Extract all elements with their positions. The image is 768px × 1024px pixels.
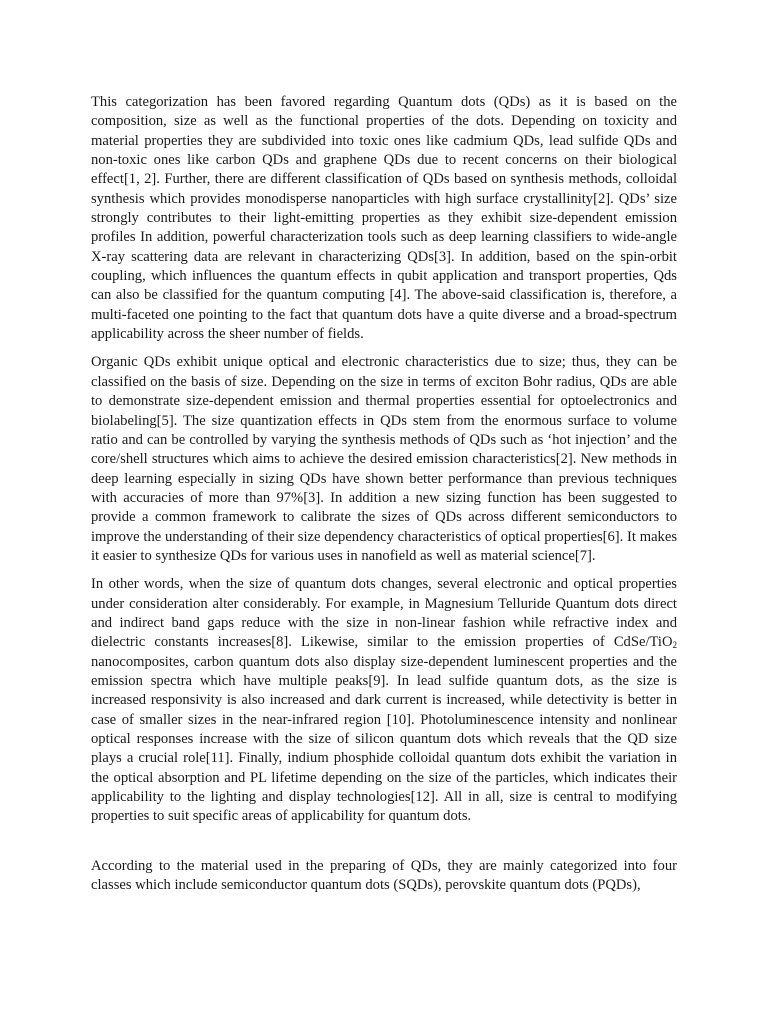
paragraph-classification-overview: This categorization has been favored regarding Quantum dots (QDs) as it is based on the composition, size as well as the functional properties of the dots. Depending on toxicity and material properties they are subdivided into toxic ones like cadmium QDs, lead sulfide QDs and non-toxic ones like carbon QDs and graphene QDs due to recent concerns on their biological effect[1, 2]. Further, there are different classification of QDs based on synthesis methods, colloidal synthesis which provides monodisperse nanoparticles with high surface crystallinity[2]. QDs’ size strongly contributes to their light-emitting properties as they exhibit size-dependent emission profiles In addition, powerful characterization tools such as deep learning classifiers to wide-angle X-ray scattering data are relevant in characterizing QDs[3]. In addition, based on the spin-orbit coupling, which influences the quantum effects in qubit application and transport properties, Qds can also be classified for the quantum computing [4]. The above-said classification is, therefore, a multi-faceted one pointing to the fact that quantum dots have a quite diverse and a broad-spectrum applicability across the sheer number of fields. — [91, 94, 677, 343]
paragraph-size-classification: Organic QDs exhibit unique optical and electronic characteristics due to size; thus, they can be classified on the basis of size. Depending on the size in terms of exciton Bohr radius, QDs are able to demonstrate size-dependent emission and thermal properties essential for optoelectronics and biolabeling[5]. The size quantization effects in QDs stem from the enormous surface to volume ratio and can be controlled by varying the synthesis methods of QDs such as ‘hot injection’ and the core/shell structures which aims to achieve the desired emission characteristics[2]. New methods in deep learning especially in sizing QDs have shown better performance than previous techniques with accuracies of more than 97%[3]. In addition a new sizing function has been suggested to provide a common framework to calibrate the sizes of QDs across different semiconductors to improve the understanding of their size dependency characteristics of optical properties[6]. It makes it easier to synthesize QDs for various uses in nanofield as well as material science[7]. — [91, 354, 677, 564]
paragraph-size-effects-part2: nanocomposites, carbon quantum dots also display size-dependent luminescent properties and the emission spectra which have multiple peaks[9]. In lead sulfide quantum dots, as the size is increased responsivity is also increased and dark current is increased, while detectivity is better in case of smaller sizes in the near-infrared region [10]. Photoluminescence intensity and nonlinear optical responses increase with the size of silicon quantum dots which reveals that the QD size plays a crucial role[11]. Finally, indium phosphide colloidal quantum dots exhibit the variation in the optical absorption and PL lifetime depending on the size of the particles, which indicates their applicability to the lighting and display technologies[12]. All in all, size is central to modifying properties to suit specific areas of applicability for quantum dots. — [91, 653, 677, 825]
paragraph-material-classification: According to the material used in the preparing of QDs, they are mainly categorized into four classes which include semiconductor quantum dots (SQDs), perovskite quantum dots (PQDs), — [91, 857, 677, 894]
subscript-two: 2 — [672, 640, 677, 651]
document-page — [91, 93, 677, 904]
paragraph-size-effects — [91, 575, 677, 826]
paragraph-size-effects-part1: In other words, when the size of quantum dots changes, several electronic and optical properties under consideration alter considerably. For example, in Magnesium Telluride Quantum dots direct and indirect band gaps reduce with the size in non-linear fashion while refractive index and dielectric constants increases[8]. Likewise, similar to the emission properties of CdSe/TiO — [91, 576, 677, 651]
